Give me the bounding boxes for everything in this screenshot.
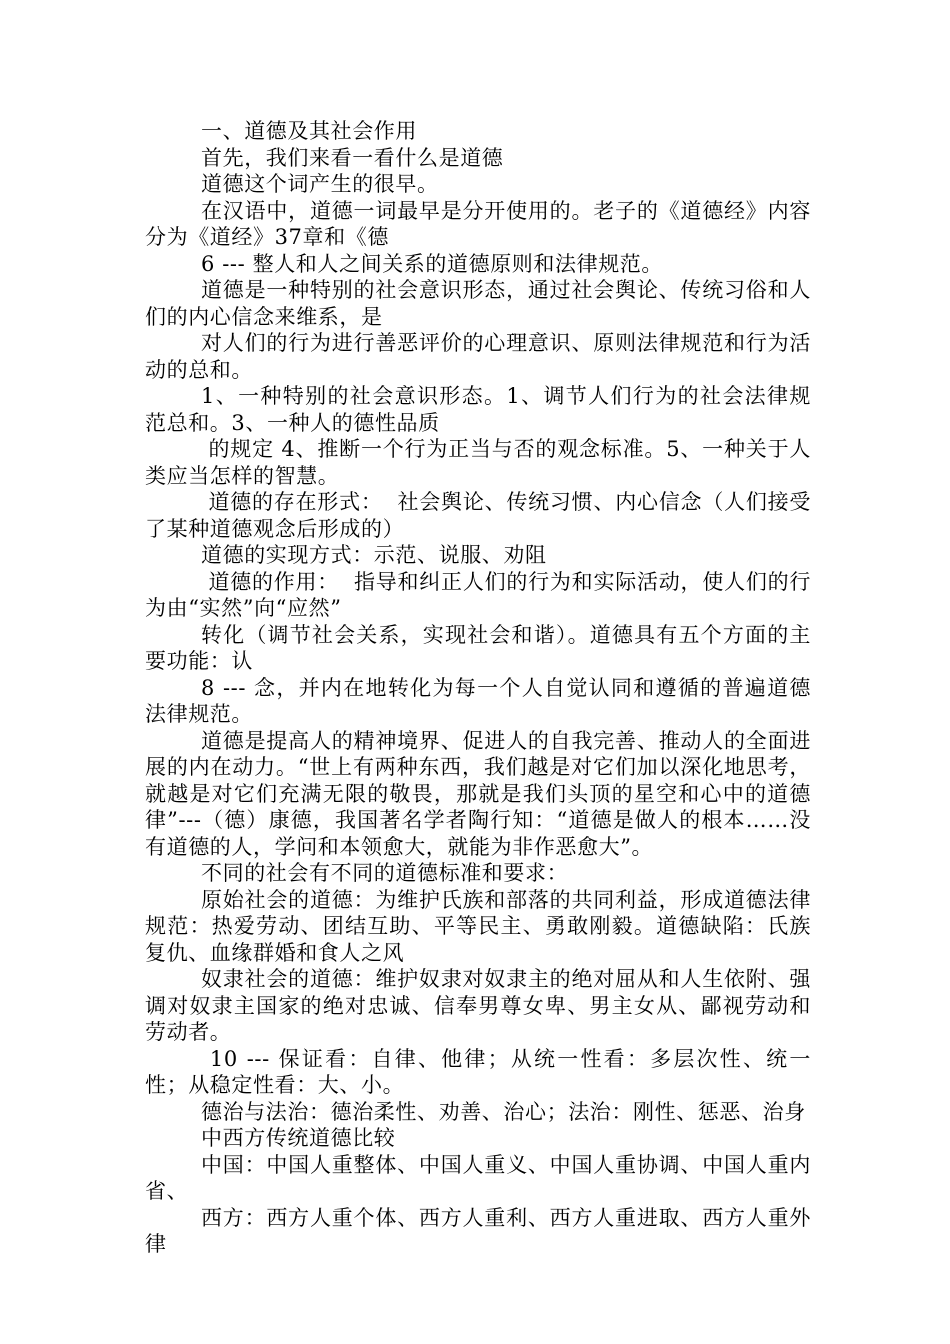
paragraph: 西方：西方人重个体、西方人重利、西方人重进取、西方人重外律 [145,1205,811,1256]
paragraph: 道德的存在形式： 社会舆论、传统习惯、内心信念（人们接受了某种道德观念后形成的） [145,490,811,541]
paragraph: 1、一种特别的社会意识形态。1、调节人们行为的社会法律规范总和。3、一种人的德性品质 [145,384,811,435]
document-page [145,118,811,1258]
paragraph: 道德的作用： 指导和纠正人们的行为和实际活动，使人们的行为由“实然”向“应然” [145,569,811,620]
paragraph: 对人们的行为进行善恶评价的心理意识、原则法律规范和行为活动的总和。 [145,331,811,382]
paragraph: 道德这个词产生的很早。 [201,172,439,196]
paragraph: 道德是提高人的精神境界、促进人的自我完善、推动人的全面进展的内在动力。“世上有两种东西，我们越是对它们加以深化地思考，就越是对它们充满无限的敬畏，那就是我们头顶的星空和心中的道德律”---（德）康德，我国著名学者陶行知：“道德是做人的根本……没有道德的人，学问和本领愈大，就能为非作恶愈大”。 [145,728,811,859]
paragraph: 原始社会的道德：为维护氏族和部落的共同利益，形成道德法律规范：热爱劳动、团结互助、平等民主、勇敢刚毅。道德缺陷：氏族复仇、血缘群婚和食人之风 [145,887,811,965]
paragraph: 的规定 4、推断一个行为正当与否的观念标准。5、一种关于人类应当怎样的智慧。 [145,437,811,488]
subheading: 中西方传统道德比较 [201,1126,396,1150]
paragraph: 道德的实现方式：示范、说服、劝阻 [201,543,547,567]
section-heading: 一、道德及其社会作用 [201,119,417,143]
paragraph: 中国：中国人重整体、中国人重义、中国人重协调、中国人重内省、 [145,1152,811,1203]
paragraph: 奴隶社会的道德：维护奴隶对奴隶主的绝对屈从和人生依附、强调对奴隶主国家的绝对忠诚、信奉男尊女卑、男主女从、鄙视劳动和劳动者。 [145,967,811,1044]
paragraph: 不同的社会有不同的道德标准和要求： [201,861,569,885]
paragraph: 转化（调节社会关系，实现社会和谐）。道德具有五个方面的主要功能：认 [145,622,811,673]
paragraph: 6 --- 整人和人之间关系的道德原则和法律规范。 [201,251,663,276]
paragraph: 首先，我们来看一看什么是道德 [201,145,504,170]
paragraph: 在汉语中，道德一词最早是分开使用的。老子的《道德经》内容分为《道经》37章和《德 [145,198,811,249]
paragraph: 8 --- 念，并内在地转化为每一个人自觉认同和遵循的普遍道德法律规范。 [145,675,811,726]
paragraph: 德治与法治：德治柔性、劝善、治心；法治：刚性、惩恶、治身 [201,1099,806,1124]
paragraph: 10 --- 保证看：自律、他律；从统一性看：多层次性、统一性；从稳定性看：大、小。 [145,1046,811,1097]
paragraph: 道德是一种特别的社会意识形态，通过社会舆论、传统习俗和人们的内心信念来维系，是 [145,278,811,329]
